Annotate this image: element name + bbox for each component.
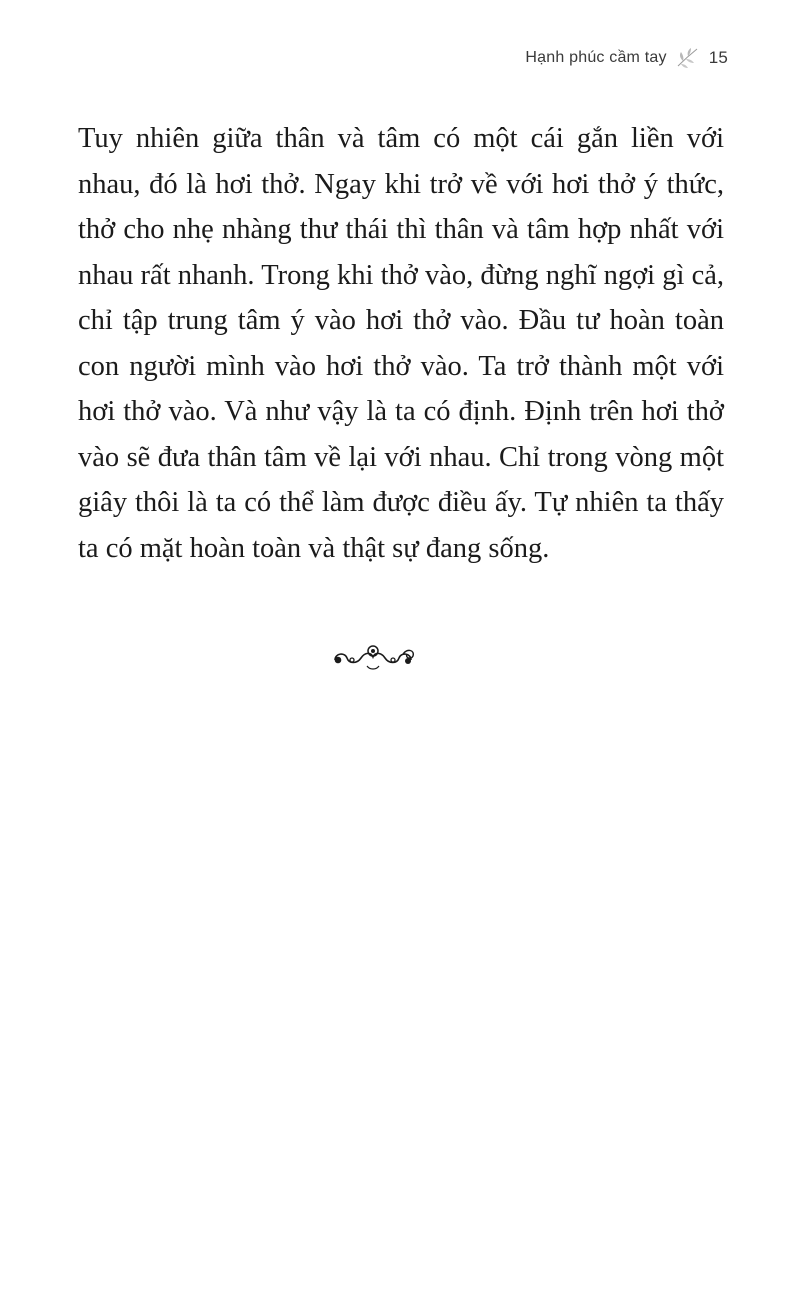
leaf-sprig-icon bbox=[675, 46, 701, 70]
running-header bbox=[525, 46, 728, 70]
body-paragraph: Tuy nhiên giữa thân và tâm có một cái gắn liền với nhau, đó là hơi thở. Ngay khi trở về với hơi thở ý thức, thở cho nhẹ nhàng thư thái thì thân và tâm hợp nhất với nhau rất nhanh. Trong khi thở vào, đừng nghĩ ngợi gì cả, chỉ tập trung tâm ý vào hơi thở vào. Đầu tư hoàn toàn con người mình vào hơi thở vào. Ta trở thành một với hơi thở vào. Và như vậy là ta có định. Định trên hơi thở vào sẽ đưa thân tâm về lại với nhau. Chỉ trong vòng một giây thôi là ta có thể làm được điều ấy. Tự nhiên ta thấy ta có mặt hoàn toàn và thật sự đang sống. bbox=[78, 123, 724, 564]
running-title: Hạnh phúc cầm tay bbox=[525, 49, 667, 66]
page-number: 15 bbox=[708, 48, 728, 67]
flourish-divider-icon bbox=[327, 640, 419, 674]
